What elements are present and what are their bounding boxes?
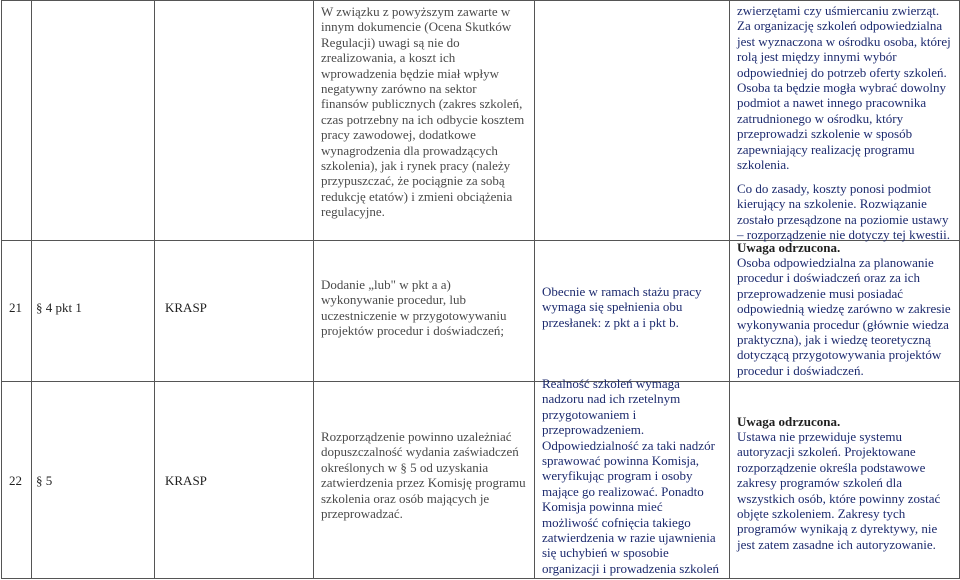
decision-status: Uwaga odrzucona. xyxy=(737,240,841,255)
organization-name: KRASP xyxy=(165,300,207,315)
organization-name: KRASP xyxy=(165,473,207,488)
cell-response xyxy=(535,241,730,382)
cell-decision xyxy=(730,1,960,241)
remark-text: Rozporządzenie powinno uzależniać dopuszczalność wydania zaświadczeń określonych w § 5 od uzyskania zatwierdzenia przez Komisję programu szkolenia oraz osób mających je przeprowadzać. xyxy=(321,429,526,522)
decision-status: Uwaga odrzucona. xyxy=(737,414,841,429)
cell-response xyxy=(535,376,730,579)
cell-remark xyxy=(314,382,535,579)
remark-text: Dodanie „lub" w pkt a a) wykonywanie procedur, lub uczestniczenie w przygotowywaniu projektów procedur i doświadczeń; xyxy=(321,277,507,339)
table-row xyxy=(2,1,960,241)
response-text: Realność szkoleń wymaga nadzoru nad ich rzetelnym przygotowaniem i przeprowadzeniem. Odpowiedzialność za taki nadzór sprawować powinna Komisja, weryfikując program i osoby mające go realizować. Ponadto Komisja powinna mieć możliwość cofnięcia takiego zatwierdzenia w razie ujawnienia się uchybień w sposobie organizacji i prowadzenia szkoleń xyxy=(542,376,719,576)
row-number: 22 xyxy=(9,473,22,488)
table-row xyxy=(2,241,960,382)
comments-table xyxy=(1,0,960,579)
cell-decision xyxy=(730,382,960,579)
paragraph-ref: § 4 pkt 1 xyxy=(36,300,82,315)
remark-text: W związku z powyższym zawarte w innym dokumencie (Ocena Skutków Regulacji) uwagi są nie do zrealizowania, a koszt ich wprowadzenia będzie miał wpływ negatywny zarówno na sektor finansów publicznych (zakres szkoleń, czas potrzebny na ich odbycie kosztem pracy zawodowej, dodatkowe wynagrodzenia dla prowadzących szkolenia), jak i rynek pracy (należy przypuszczać, że pociągnie za sobą redukcję etatów) i zmieni obciążenia regulacyjne. xyxy=(321,4,525,220)
cell-paragraph xyxy=(32,241,155,382)
cell-number xyxy=(2,382,32,579)
response-text: Obecnie w ramach stażu pracy wymaga się spełnienia obu przesłanek: z pkt a i pkt b. xyxy=(542,284,702,330)
decision-text: Ustawa nie przewiduje systemu autoryzacji szkoleń. Projektowane rozporządzenie określa podstawowe zakresy programów szkoleń dla wszystkich osób, które powinny zostać objęte szkoleniem. Zakresy tych programów wynikają z dyrektywy, nie jest zatem zasadne ich autoryzowanie. xyxy=(737,429,941,552)
table-row xyxy=(2,382,960,579)
cell-organization xyxy=(155,1,314,241)
decision-text-2: Co do zasady, koszty ponosi podmiot kierujący na szkolenie. Rozwiązanie zostało przesądzone na poziomie ustawy – rozporządzenie nie dotyczy tej kwestii. xyxy=(737,181,950,243)
paragraph-ref: § 5 xyxy=(36,473,53,488)
cell-remark xyxy=(314,1,535,241)
cell-response xyxy=(535,1,730,241)
cell-organization xyxy=(155,241,314,382)
decision-text: zwierzętami czy uśmiercaniu zwierząt. Za organizację szkoleń odpowiedzialna jest wyznaczona w ośrodku osoba, której rolą jest między innymi wybór odpowiedniej do potrzeb oferty szkoleń. Osoba ta będzie mogła wybrać dowolny podmiot a nawet innego pracownika zatrudnionego w ośrodku, który przeprowadzi szkolenie w sposób zapewniający realizację programu szkolenia. xyxy=(737,3,951,173)
cell-decision xyxy=(730,241,960,382)
cell-remark xyxy=(314,241,535,382)
row-number: 21 xyxy=(9,300,22,315)
cell-organization xyxy=(155,382,314,579)
decision-text: Osoba odpowiedzialna za planowanie procedur i doświadczeń oraz za ich przeprowadzenie musi posiadać odpowiednią wiedzę zarówno w zakresie wykonywania procedur (głównie wiedza praktyczna), jak i wiedzę teoretyczną dotyczącą przygotowywania projektów procedur i doświadczeń. xyxy=(737,255,951,378)
cell-paragraph xyxy=(32,1,155,241)
cell-number xyxy=(2,1,32,241)
cell-number xyxy=(2,241,32,382)
cell-paragraph xyxy=(32,382,155,579)
